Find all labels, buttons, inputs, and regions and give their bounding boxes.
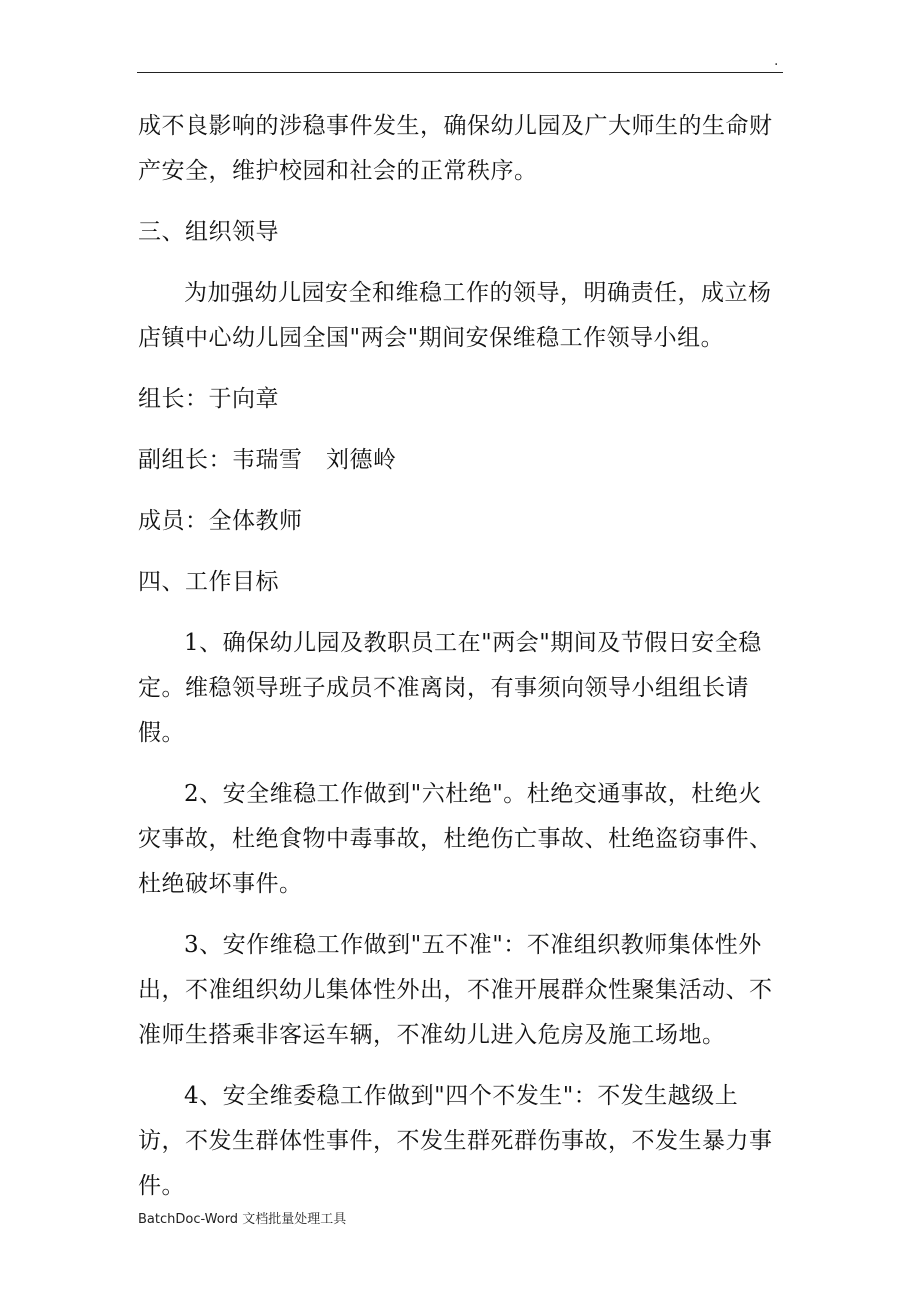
heading-organization-leadership: 三、组织领导 — [138, 219, 279, 245]
footer-text: BatchDoc-Word 文档批量处理工具 — [138, 1212, 347, 1227]
goal-item-2: 2、安全维稳工作做到"六杜绝"。杜绝交通事故，杜绝火灾事故，杜绝食物中毒事故，杜绝伤亡事故、杜绝盗窃事件、杜绝破坏事件。 — [138, 781, 773, 897]
document-body — [138, 104, 784, 1225]
paragraph-leadership-group: 为加强幼儿园安全和维稳工作的领导，明确责任，成立杨店镇中心幼儿园全国"两会"期间安保维稳工作领导小组。 — [138, 280, 772, 351]
paragraph-continuation: 成不良影响的涉稳事件发生，确保幼儿园及广大师生的生命财产安全，维护校园和社会的正常秩序。 — [138, 113, 773, 184]
header-rule — [137, 72, 783, 73]
members-line: 成员：全体教师 — [138, 508, 303, 534]
deputy-leader-line: 副组长：韦瑞雪 刘德岭 — [138, 447, 397, 473]
goal-item-1: 1、确保幼儿园及教职员工在"两会"期间及节假日安全稳定。维稳领导班子成员不准离岗，有事须向领导小组组长请假。 — [138, 630, 762, 746]
group-leader-line: 组长：于向章 — [138, 386, 279, 412]
heading-work-goals: 四、工作目标 — [138, 569, 279, 595]
goal-item-3: 3、安作维稳工作做到"五不准"：不准组织教师集体性外出，不准组织幼儿集体性外出，不准开展群众性聚集活动、不准师生搭乘非客运车辆，不准幼儿进入危房及施工场地。 — [138, 932, 773, 1048]
header-dot: . — [774, 53, 779, 69]
goal-item-4: 4、安全维委稳工作做到"四个不发生"：不发生越级上访，不发生群体性事件，不发生群死群伤事故，不发生暴力事件。 — [138, 1083, 773, 1199]
